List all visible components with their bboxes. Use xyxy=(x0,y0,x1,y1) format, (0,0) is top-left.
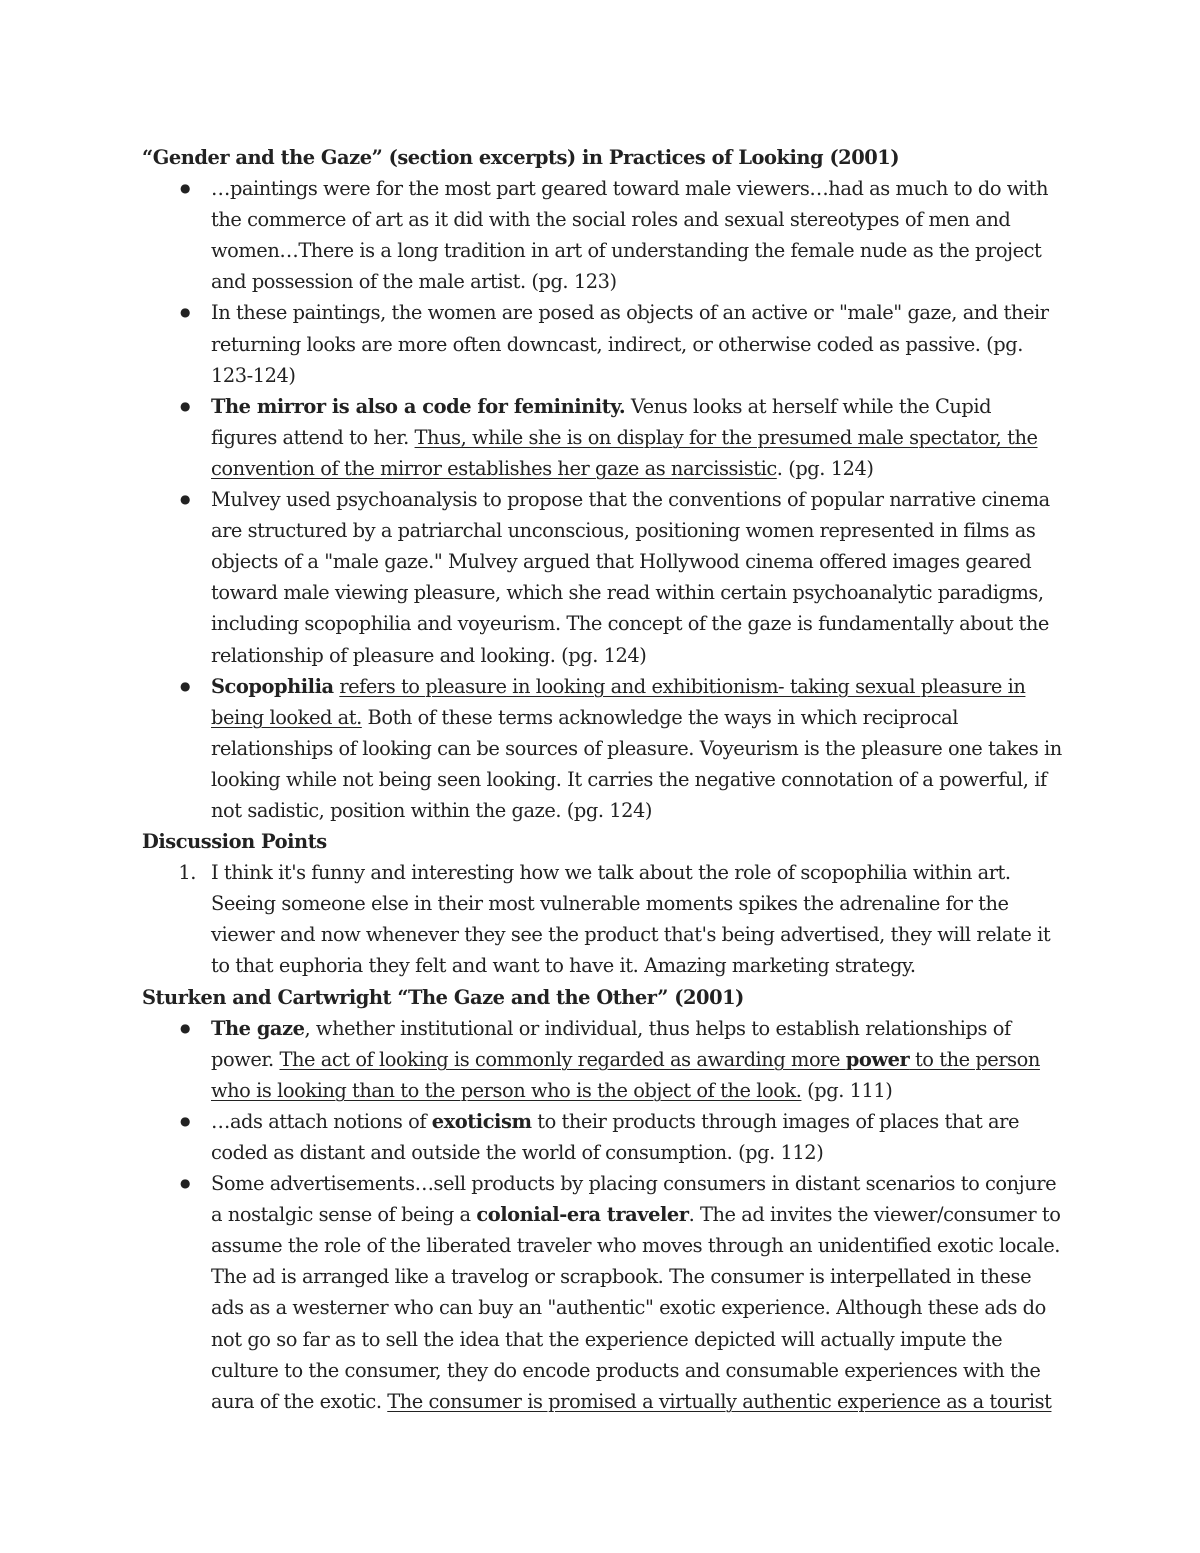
bold-term: The gaze xyxy=(211,1016,305,1040)
item-number: 1. xyxy=(178,861,196,885)
item-text: Mulvey used psychoanalysis to propose that the conventions of popular narrative cinema are structured by a patriarchal unconscious, positioning women represented in films as objects of a "male gaze." Mulvey argued that Hollywood cinema offered images geared toward male viewing pleasure, which she read within certain psychoanalytic paradigms, including scopophilia and voyeurism. The concept of the gaze is fundamentally about the relationship of pleasure and looking. (pg. 124) xyxy=(211,488,1050,667)
item-text: . (pg. 124) xyxy=(776,456,874,480)
item-text: …ads attach notions of xyxy=(211,1109,432,1133)
list-item xyxy=(142,1168,1062,1417)
underlined-text xyxy=(211,1048,1040,1102)
item-text: Venus looks at herself while the Cupid figures attend to her. xyxy=(211,394,992,449)
bullet-icon: ● xyxy=(179,305,191,320)
item-text: In these paintings, the women are posed as objects of an active or "male" gaze, and their returning looks are more often downcast, indirect, or otherwise coded as passive. (pg. 123-124) xyxy=(211,301,1049,387)
item-text: Both of these terms acknowledge the ways in which reciprocal relationships of looking can be sources of pleasure. Voyeurism is the pleasure one takes in looking while not being seen looking. It carries the negative connotation of a powerful, if not sadistic, position within the gaze. (pg. 124) xyxy=(211,705,1062,822)
list-item xyxy=(142,391,1062,484)
bold-term: Scopophilia xyxy=(211,674,334,698)
section-heading-gaze-other: Sturken and Cartwright “The Gaze and the Other” (2001) xyxy=(142,985,744,1009)
bold-term: exoticism xyxy=(431,1109,532,1133)
bullet-list-gaze-other xyxy=(142,1013,1062,1417)
list-item xyxy=(142,671,1062,826)
item-text: I think it's funny and interesting how we talk about the role of scopophilia within art. Seeing someone else in their most vulnerable moments spikes the adrenaline for the viewer and now whenever they see the product that's being advertised, they will relate it to that euphoria they felt and want to have it. Amazing marketing strategy. xyxy=(211,861,1051,978)
underlined-text: Thus, while she is on display for the presumed male spectator, the convention of the mirror establishes her gaze as narcissistic xyxy=(211,425,1038,480)
bullet-icon: ● xyxy=(179,678,191,693)
list-item xyxy=(142,484,1062,671)
list-item xyxy=(142,1013,1062,1106)
item-text: . The ad invites the viewer/consumer to assume the role of the liberated traveler who moves through an unidentified exotic locale. The ad is arranged like a travelog or scrapbook. The consumer is interpellated in these ads as a westerner who can buy an "authentic" exotic experience. Although these ads do not go so far as to sell the idea that the experience depicted will actually impute the culture to the consumer, they do encode products and consumable experiences with the aura of the exotic. xyxy=(211,1203,1061,1413)
underlined-text: refers to pleasure in looking and exhibitionism- taking sexual pleasure in being looked at. xyxy=(211,674,1026,729)
bullet-icon: ● xyxy=(179,181,191,196)
item-text: …paintings were for the most part geared toward male viewers…had as much to do with the commerce of art as it did with the social roles and sexual stereotypes of men and women…There is a long tradition in art of understanding the female nude as the project and possession of the male artist. (pg. 123) xyxy=(211,177,1049,294)
bullet-icon: ● xyxy=(179,1176,191,1191)
bold-term: colonial-era traveler xyxy=(476,1203,689,1227)
document-body xyxy=(142,142,1062,1417)
bullet-list-gender-gaze xyxy=(142,173,1062,826)
list-item xyxy=(142,173,1062,297)
list-item xyxy=(142,1106,1062,1168)
item-text: , whether institutional or individual, thus helps to establish relationships of power. xyxy=(211,1016,1011,1071)
item-text: (pg. 111) xyxy=(801,1078,893,1102)
bullet-icon: ● xyxy=(179,1113,191,1128)
item-text: to their products through images of places that are coded as distant and outside the world of consumption. (pg. 112) xyxy=(211,1109,1019,1164)
bold-term: The mirror is also a code for femininity. xyxy=(211,394,626,418)
underlined-part: The act of looking is commonly regarded as awarding more xyxy=(279,1047,846,1071)
underlined-part: to the person who is looking than to the person who is the object of the look. xyxy=(211,1047,1040,1102)
section-heading-gender-gaze: “Gender and the Gaze” (section excerpts) in Practices of Looking (2001) xyxy=(142,146,900,169)
underlined-text: The consumer is promised a virtually authentic experience as a tourist xyxy=(387,1389,1052,1413)
bullet-icon: ● xyxy=(179,492,191,507)
list-item xyxy=(142,857,1062,981)
numbered-list-discussion xyxy=(142,857,1062,981)
item-text: Some advertisements…sell products by placing consumers in distant scenarios to conjure a nostalgic sense of being a xyxy=(211,1172,1057,1227)
section-heading-discussion-points: Discussion Points xyxy=(142,830,327,854)
bullet-icon: ● xyxy=(179,1020,191,1035)
list-item xyxy=(142,297,1062,390)
bullet-icon: ● xyxy=(179,398,191,413)
bold-term: power xyxy=(845,1047,910,1071)
